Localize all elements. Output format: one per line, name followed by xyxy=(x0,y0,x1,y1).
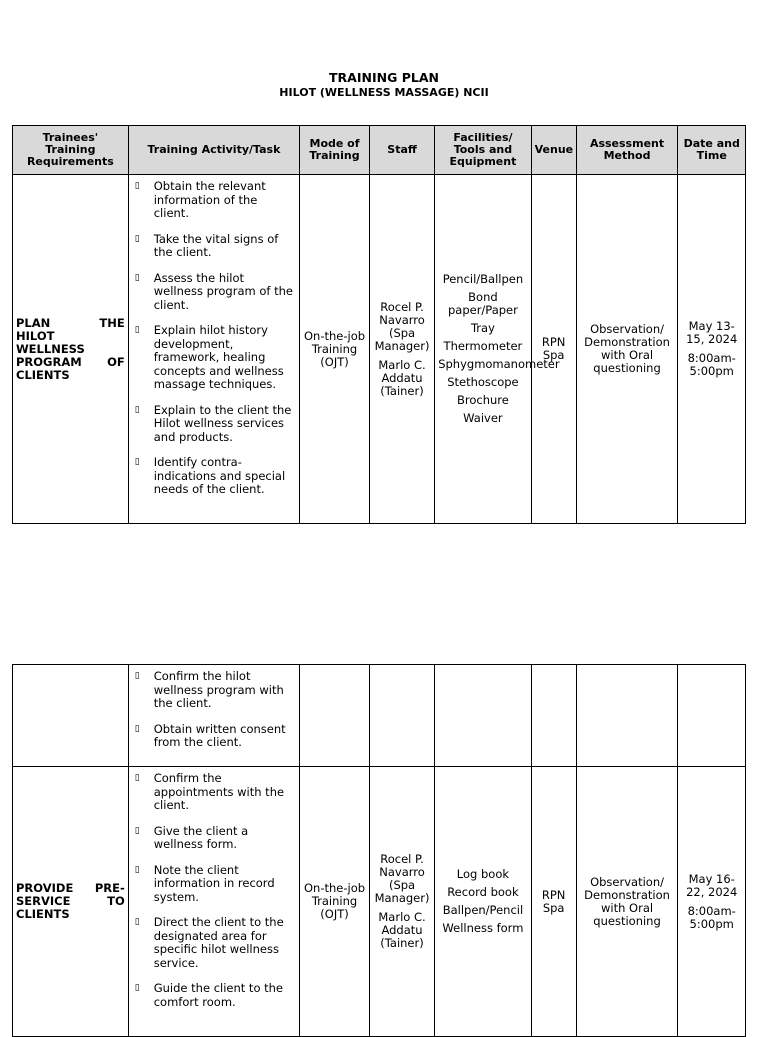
list-item: ▯ Give the client a wellness form. xyxy=(134,823,249,851)
list-item: ▯ Obtain written consent from the client. xyxy=(134,721,286,749)
list-item: ▯ Note the client information in record system. xyxy=(134,862,275,904)
document-title: TRAINING PLAN xyxy=(329,70,439,85)
col-header-date: Date and Time xyxy=(678,126,746,175)
list-item: ▯ Identify contra-indications and special needs of the client. xyxy=(134,455,286,496)
training-plan-table-continued xyxy=(12,664,746,1037)
col-header-requirements: Trainees' Training Requirements xyxy=(13,126,129,175)
bullet-icon: ▯ xyxy=(134,325,140,335)
col-header-facilities: Facilities/ Tools and Equipment xyxy=(435,126,531,175)
header-row xyxy=(13,126,746,175)
bullet-icon: ▯ xyxy=(134,773,140,783)
bullet-icon: ▯ xyxy=(134,457,140,467)
list-item: ▯ Guide the client to the comfort room. xyxy=(134,981,284,1009)
bullet-icon: ▯ xyxy=(134,233,140,244)
list-item: ▯ Explain hilot history development, framework, healing concepts and wellness massage techniques. xyxy=(134,323,284,391)
assessment-cell: Observation/ Demonstration with Oral questioning xyxy=(576,175,678,524)
table-row xyxy=(13,175,746,524)
activity-cell xyxy=(128,767,299,1037)
col-header-venue: Venue xyxy=(531,126,576,175)
col-header-staff: Staff xyxy=(369,126,434,175)
list-item: ▯ Assess the hilot wellness program of the client. xyxy=(134,270,293,312)
list-item: ▯ Obtain the relevant information of the client. xyxy=(134,179,266,220)
bullet-icon: ▯ xyxy=(134,825,140,836)
facilities-cell: Pencil/Ballpen Bond paper/Paper Tray Thermometer Sphygmomanometer Stethoscope Brochure Waiver xyxy=(435,175,531,524)
bullet-icon: ▯ xyxy=(134,983,140,993)
training-plan-table xyxy=(12,125,746,524)
col-header-assessment: Assessment Method xyxy=(576,126,678,175)
requirement-cell xyxy=(13,665,129,767)
date-cell: May 13-15, 2024 8:00am-5:00pm xyxy=(678,175,746,524)
col-header-mode: Mode of Training xyxy=(300,126,370,175)
bullet-icon: ▯ xyxy=(134,723,140,734)
mode-cell: On-the-job Training (OJT) xyxy=(300,175,370,524)
activity-cell xyxy=(128,175,299,524)
bullet-icon: ▯ xyxy=(134,272,140,283)
col-header-activity: Training Activity/Task xyxy=(128,126,299,175)
mode-cell: On-the-job Training (OJT) xyxy=(300,767,370,1037)
list-item: ▯ Direct the client to the designated area for specific hilot wellness service. xyxy=(134,915,284,970)
staff-cell: Rocel P. Navarro (Spa Manager) Marlo C. Addatu (Tainer) xyxy=(369,175,434,524)
list-item: ▯ Explain to the client the Hilot wellness services and products. xyxy=(134,402,292,444)
bullet-icon: ▯ xyxy=(134,864,140,875)
bullet-icon: ▯ xyxy=(134,917,140,927)
venue-cell: RPN Spa xyxy=(531,767,576,1037)
bullet-icon: ▯ xyxy=(134,671,140,681)
bullet-icon: ▯ xyxy=(134,404,140,415)
requirement-cell: PROVIDE PRE- SERVICE TO CLIENTS xyxy=(13,767,129,1037)
bullet-icon: ▯ xyxy=(134,181,140,191)
assessment-cell: Observation/ Demonstration with Oral questioning xyxy=(576,767,678,1037)
venue-cell: RPN Spa xyxy=(531,175,576,524)
document-subtitle: HILOT (WELLNESS MASSAGE) NCII xyxy=(279,86,489,99)
table-row xyxy=(13,665,746,767)
list-item: ▯ Confirm the appointments with the client. xyxy=(134,771,285,812)
list-item: ▯ Take the vital signs of the client. xyxy=(134,231,279,259)
requirement-cell: PLAN THE HILOT WELLNESS PROGRAM OF CLIENTS xyxy=(13,175,129,524)
activity-cell xyxy=(128,665,299,767)
table-row xyxy=(13,767,746,1037)
list-item: ▯ Confirm the hilot wellness program with the client. xyxy=(134,669,284,710)
staff-cell: Rocel P. Navarro (Spa Manager) Marlo C. Addatu (Tainer) xyxy=(369,767,434,1037)
facilities-cell: Log book Record book Ballpen/Pencil Wellness form xyxy=(435,767,531,1037)
date-cell: May 16-22, 2024 8:00am-5:00pm xyxy=(678,767,746,1037)
